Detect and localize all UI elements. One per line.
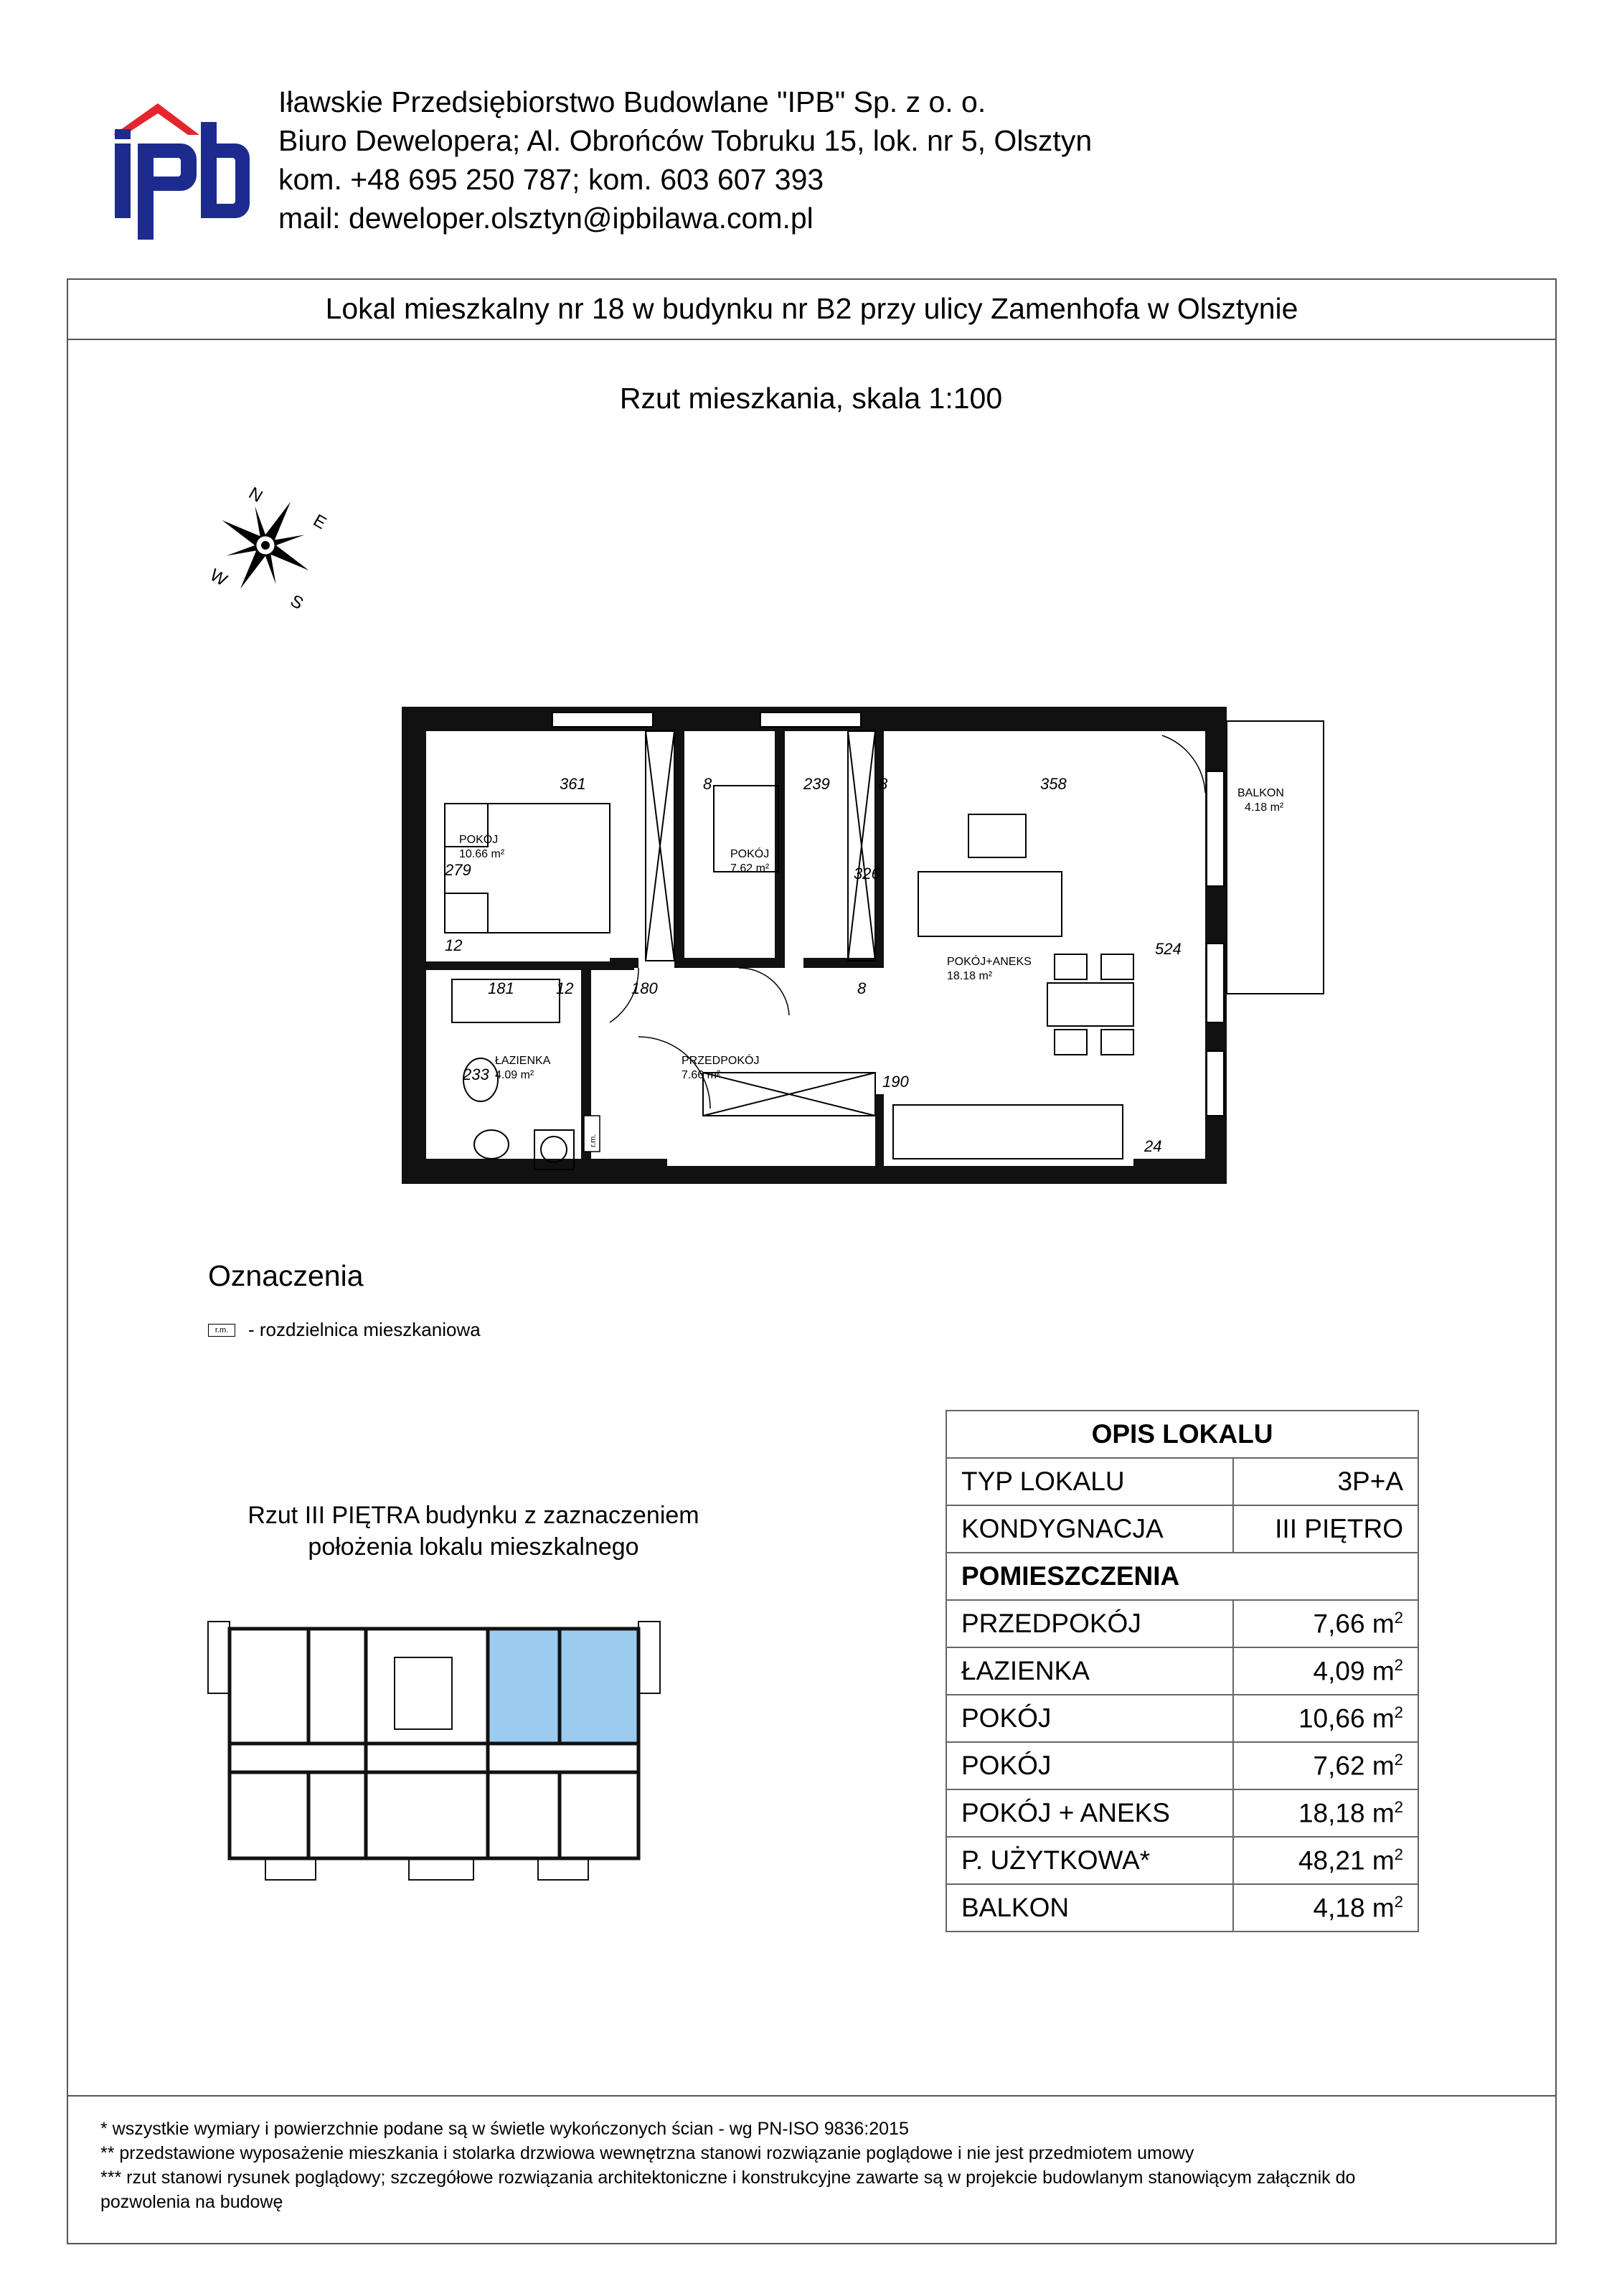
table-section: POMIESZCZENIA <box>946 1553 1418 1600</box>
plan-subtitle: Rzut mieszkania, skala 1:100 <box>619 382 1003 415</box>
footer-divider <box>67 2095 1557 2097</box>
document-title-text: Lokal mieszkalny nr 18 w budynku nr B2 przy ulicy Zamenhofa w Olsztynie <box>325 291 1298 325</box>
row-label: POKÓJ <box>946 1695 1233 1742</box>
compass-rose-icon <box>204 481 330 614</box>
table-row <box>946 1742 1418 1789</box>
company-phones: kom. +48 695 250 787; kom. 603 607 393 <box>278 163 824 196</box>
row-value: 7,66 $m^2$ <box>1233 1600 1418 1647</box>
room-area-lazienka: 4.09 m² <box>495 1069 534 1081</box>
rm-symbol-icon: r.m. <box>208 1324 235 1337</box>
table-row <box>946 1505 1418 1553</box>
row-label: PRZEDPOKÓJ <box>946 1600 1233 1647</box>
table-row <box>946 1884 1418 1932</box>
legend-title: Oznaczenia <box>208 1259 364 1292</box>
floor-caption <box>194 1500 753 1563</box>
compass-e: E <box>310 510 330 534</box>
compass-s: S <box>287 591 307 614</box>
row-value: 10,66 $m^2$ <box>1233 1695 1418 1742</box>
room-area-pokoj-1: 10.66 m² <box>459 848 505 860</box>
row-label: TYP LOKALU <box>946 1458 1233 1505</box>
plan-rm-label: r.m. <box>589 1134 598 1147</box>
dim-8a: 8 <box>703 775 712 793</box>
note-3-cont: pozwolenia na budowę <box>100 2192 283 2212</box>
dim-279: 279 <box>445 861 471 879</box>
document-title <box>67 278 1557 340</box>
table-row <box>946 1695 1418 1742</box>
row-label: BALKON <box>946 1884 1233 1932</box>
row-label: ŁAZIENKA <box>946 1647 1233 1695</box>
ipb-logo <box>108 100 251 240</box>
company-email: mail: deweloper.olsztyn@ipbilawa.com.pl <box>278 202 814 235</box>
dim-361: 361 <box>560 775 586 793</box>
floor-caption-line1: Rzut III PIĘTRA budynku z zaznaczeniem <box>247 1502 699 1529</box>
table-row <box>946 1789 1418 1837</box>
room-label-lazienka: ŁAZIENKA <box>495 1055 551 1067</box>
row-label: KONDYGNACJA <box>946 1505 1233 1553</box>
note-2: ** przedstawione wyposażenie mieszkania i stolarka drzwiowa wewnętrzna stanowi rozwiązanie poglądowe i nie jest przedmiotem umowy <box>100 2143 1194 2163</box>
note-3: *** rzut stanowi rysunek poglądowy; szczegółowe rozwiązania architektoniczne i konstrukcyjne zawarte są w projekcie budowlanym stanowiącym załącznik do <box>100 2168 1356 2188</box>
table-header: OPIS LOKALU <box>946 1411 1418 1458</box>
dim-239: 239 <box>803 775 830 793</box>
compass-w: W <box>207 565 231 591</box>
dim-24: 24 <box>1144 1137 1162 1155</box>
table-row <box>946 1647 1418 1695</box>
company-office: Biuro Dewelopera; Al. Obrońców Tobruku 15, lok. nr 5, Olsztyn <box>278 124 1093 157</box>
footer-notes <box>100 2117 1521 2214</box>
company-name: Iławskie Przedsiębiorstwo Budowlane "IPB" Sp. z o. o. <box>278 85 986 118</box>
dim-524: 524 <box>1155 940 1182 958</box>
row-value: III PIĘTRO <box>1233 1505 1418 1553</box>
dim-233: 233 <box>463 1065 489 1083</box>
highlighted-apartment <box>488 1629 638 1744</box>
room-area-pokoj-2: 7.62 m² <box>730 862 770 875</box>
room-label-pokoj-1: POKÓJ <box>459 834 499 846</box>
legend-item-rm <box>208 1319 481 1341</box>
dim-358: 358 <box>1040 775 1067 793</box>
room-area-przedpokoj: 7.66 m² <box>682 1069 721 1081</box>
floor-key-plan <box>187 1614 682 1887</box>
row-value: 48,21 $m^2$ <box>1233 1837 1418 1884</box>
dim-12b: 12 <box>556 979 574 997</box>
dim-8b: 8 <box>879 775 888 793</box>
room-area-pokoj-aneks: 18.18 m² <box>947 970 993 982</box>
dim-326: 326 <box>854 865 880 883</box>
room-label-pokoj-2: POKÓJ <box>730 848 770 860</box>
table-row <box>946 1458 1418 1505</box>
dim-190: 190 <box>882 1073 909 1091</box>
legend-rm-text: - rozdzielnica mieszkaniowa <box>248 1319 481 1340</box>
note-1: * wszystkie wymiary i powierzchnie podane są w świetle wykończonych ścian - wg PN-ISO 9836:2015 <box>100 2119 909 2139</box>
row-label: POKÓJ + ANEKS <box>946 1789 1233 1837</box>
room-area-balkon: 4.18 m² <box>1245 801 1284 814</box>
dim-180: 180 <box>631 979 658 997</box>
floor-caption-line2: położenia lokalu mieszkalnego <box>308 1533 639 1561</box>
compass-n: N <box>245 483 266 507</box>
row-label: P. UŻYTKOWA* <box>946 1837 1233 1884</box>
row-value: 3P+A <box>1233 1458 1418 1505</box>
row-value: 4,18 $m^2$ <box>1233 1884 1418 1932</box>
row-value: 18,18 $m^2$ <box>1233 1789 1418 1837</box>
dim-8c: 8 <box>857 979 867 997</box>
table-row <box>946 1600 1418 1647</box>
apartment-description-table <box>946 1410 1419 1932</box>
row-label: POKÓJ <box>946 1742 1233 1789</box>
dim-181: 181 <box>488 979 514 997</box>
table-row <box>946 1837 1418 1884</box>
apartment-floor-plan <box>402 707 1284 1187</box>
company-info <box>278 83 1092 237</box>
room-label-przedpokoj: PRZEDPOKÓJ <box>682 1055 760 1067</box>
room-label-balkon: BALKON <box>1237 787 1284 799</box>
row-value: 7,62 $m^2$ <box>1233 1742 1418 1789</box>
dim-12a: 12 <box>445 936 463 954</box>
row-value: 4,09 $m^2$ <box>1233 1647 1418 1695</box>
room-label-pokoj-aneks: POKÓJ+ANEKS <box>947 956 1032 968</box>
